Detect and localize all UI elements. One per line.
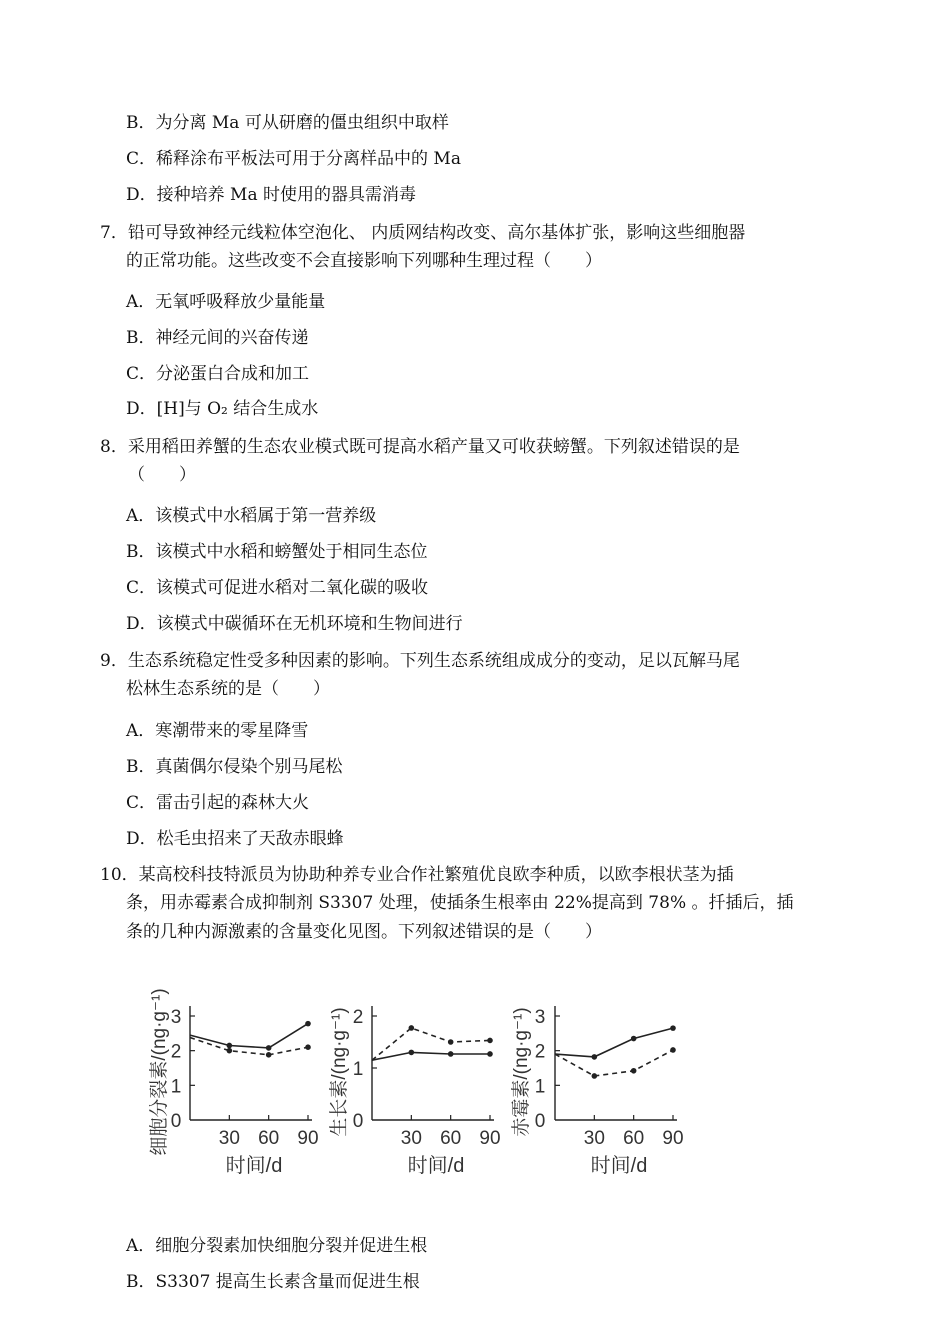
chart3-series-dashed-point [670,1047,676,1053]
q7-option-d: D．[H]与 O₂ 结合生成水 [126,399,319,419]
q9-stem-line1: 9．生态系统稳定性受多种因素的影响。下列生态系统组成成分的变动，足以瓦解马尾 [100,651,740,671]
q6-option-c: C．稀释涂布平板法可用于分离样品中的 Ma [126,149,461,169]
chart3-series-dashed-point [631,1068,637,1074]
q9-option-a: A．寒潮带来的零星降雪 [126,721,309,741]
chart1-series-dashed-point [227,1048,233,1054]
q10-stem-line3: 条的几种内源激素的含量变化见图。下列叙述错误的是（ ） [126,922,602,942]
chart3-series-solid-line [555,1028,673,1057]
chart2-x-tick-label: 60 [440,1128,462,1149]
q8-option-d: D．该模式中碳循环在无机环境和生物间进行 [126,614,463,634]
q7-stem-line1: 7．铅可导致神经元线粒体空泡化、 内质网结构改变、高尔基体扩张，影响这些细胞器 [100,223,746,243]
q8-stem-line2: （ ） [128,465,196,485]
q8-option-a: A．该模式中水稻属于第一营养级 [126,506,377,526]
q8-option-c: C．该模式可促进水稻对二氧化碳的吸收 [126,578,429,598]
chart1-y-tick-label: 2 [170,1041,182,1063]
q7-option-a: A．无氧呼吸释放少量能量 [126,292,326,312]
chart3-series-solid-point [670,1025,676,1031]
chart1-y-tick-label: 1 [170,1076,182,1098]
q7-option-c: C．分泌蛋白合成和加工 [126,364,310,384]
q10-option-a: A．细胞分裂素加快细胞分裂并促进生根 [126,1236,428,1256]
q10-stem-line1: 10．某高校科技特派员为协助种养专业合作社繁殖优良欧李种质，以欧李根状茎为插 [100,865,734,885]
q7-option-b: B．神经元间的兴奋传递 [126,328,309,348]
q9-stem-line2: 松林生态系统的是（ ） [126,679,330,699]
chart3-x-tick-label: 30 [583,1128,605,1149]
chart2-y-axis-label: 生长素/(ng·g⁻¹) [329,1007,350,1137]
chart3-series-solid-point [592,1054,598,1060]
chart1-series-solid-point [266,1045,272,1051]
chart1-y-tick-label: 3 [170,1007,182,1028]
chart3-y-tick-label: 0 [534,1111,546,1132]
chart3-series-dashed-line [555,1050,673,1076]
chart2-series-solid-point [448,1051,454,1057]
chart1-series-solid-point [305,1021,311,1027]
chart3-x-axis-label: 时间/d [590,1155,648,1177]
chart1-series-dashed-point [266,1052,272,1058]
chart1-y-tick-label: 0 [170,1111,182,1132]
chart3-y-tick-label: 3 [534,1007,546,1028]
chart2-y-tick-label: 2 [352,1007,364,1028]
chart2-x-axis-label: 时间/d [407,1155,465,1177]
q9-option-d: D．松毛虫招来了天敌赤眼蜂 [126,829,344,849]
chart2-series-dashed-point [409,1025,415,1031]
chart2-y-tick-label: 0 [352,1111,364,1132]
chart1-x-tick-label: 30 [218,1128,240,1149]
chart2-series-solid-line [372,1052,490,1060]
chart2-series-solid-point [487,1051,493,1057]
chart3-y-axis-label: 赤霉素/(ng·g⁻¹) [511,1007,532,1137]
chart1-x-tick-label: 90 [297,1128,319,1149]
q10-option-b: B．S3307 提高生长素含量而促进生根 [126,1272,420,1292]
chart2-series-dashed-point [487,1038,493,1044]
chart2-x-tick-label: 30 [400,1128,422,1149]
chart2-y-tick-label: 1 [352,1059,364,1080]
chart1-series-solid-point [227,1043,233,1049]
chart1-series-dashed-point [305,1044,311,1050]
q9-option-c: C．雷击引起的森林大火 [126,793,310,813]
chart3-x-tick-label: 60 [623,1128,645,1149]
chart1-x-tick-label: 60 [258,1128,280,1149]
chart2-x-tick-label: 90 [479,1128,501,1149]
chart2-series-solid-point [409,1050,415,1056]
chart2-series-dashed-point [448,1039,454,1045]
chart3-series-solid-point [631,1036,637,1042]
q8-option-b: B．该模式中水稻和螃蟹处于相同生态位 [126,542,428,562]
chart2-series-dashed-line [372,1028,490,1060]
hormone-charts-figure [0,950,950,1190]
q8-stem-line1: 8．采用稻田养蟹的生态农业模式既可提高水稻产量又可收获螃蟹。下列叙述错误的是 [100,437,740,457]
q6-option-b: B．为分离 Ma 可从研磨的僵虫组织中取样 [126,113,449,133]
chart1-y-axis-label: 细胞分裂素/(ng·g⁻¹) [149,988,170,1156]
chart3-series-dashed-point [592,1073,598,1079]
chart3-y-tick-label: 1 [534,1076,546,1098]
q7-stem-line2: 的正常功能。这些改变不会直接影响下列哪种生理过程（ ） [126,251,602,271]
chart1-x-axis-label: 时间/d [225,1155,283,1177]
q9-option-b: B．真菌偶尔侵染个别马尾松 [126,757,343,777]
chart3-x-tick-label: 90 [662,1128,684,1149]
q6-option-d: D．接种培养 Ma 时使用的器具需消毒 [126,185,416,205]
q10-stem-line2: 条，用赤霉素合成抑制剂 S3307 处理，使插条生根率由 22%提高到 78% 。扦插后，插 [126,893,794,913]
chart3-y-tick-label: 2 [534,1041,546,1063]
